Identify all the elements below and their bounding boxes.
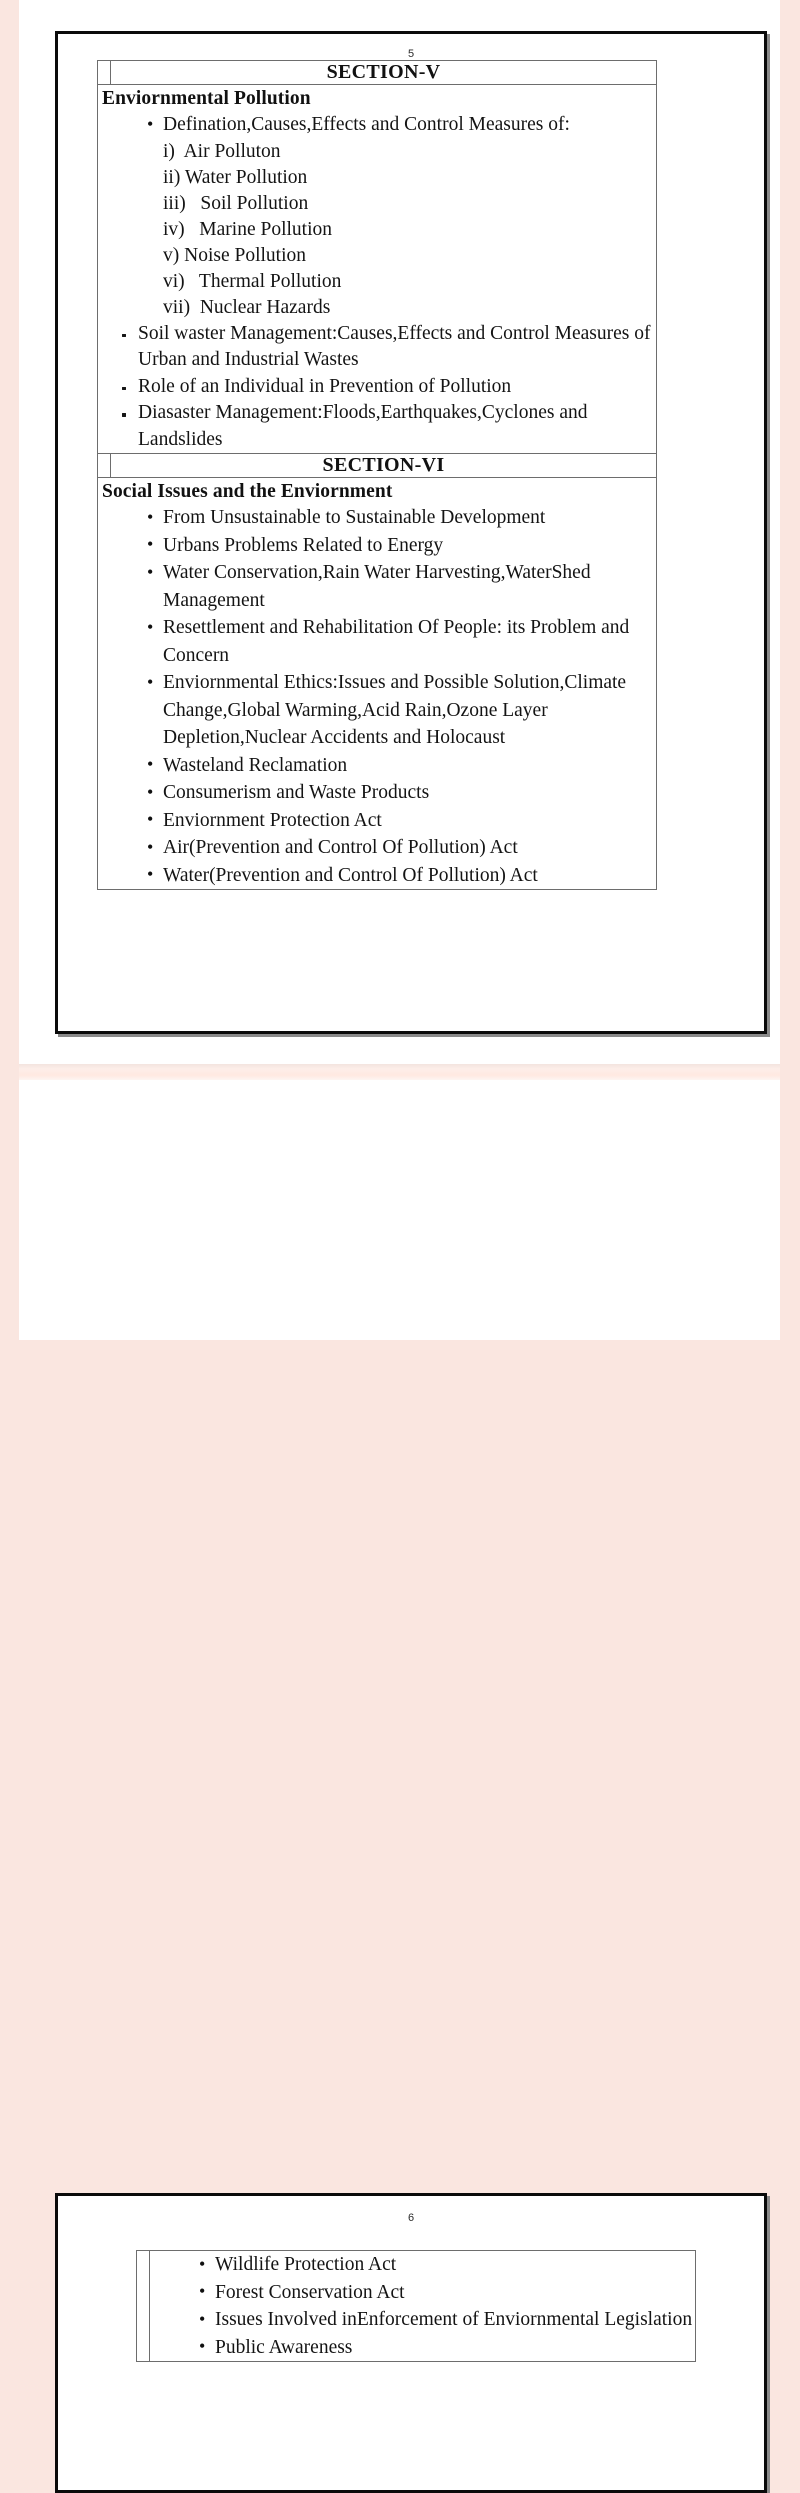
group-title-enviornmental-pollution: Enviornmental Pollution <box>102 88 311 109</box>
table-row-section-v-header <box>98 61 657 85</box>
page-number-5: 5 <box>407 48 415 60</box>
table-row-section-vi-header <box>98 454 657 478</box>
scanned-sheet-page-6 <box>19 1080 780 2358</box>
section-header-v: SECTION-V <box>111 61 657 85</box>
list-item: • Wasteland Reclamation <box>147 752 656 780</box>
list-item-text: Defination,Causes,Effects and Control Measures of: <box>163 114 570 135</box>
list-item: • Resettlement and Rehabilitation Of People: its Problem and Concern <box>147 614 656 669</box>
scanned-sheet-page-5 <box>19 0 780 1064</box>
list-item: • From Unsustainable to Sustainable Development <box>147 504 656 532</box>
list-item: • Public Awareness <box>199 2334 695 2362</box>
list-item: • Air(Prevention and Control Of Pollution) Act <box>147 834 656 862</box>
list-item <box>147 111 656 321</box>
page-6-content-cell <box>150 2251 696 2362</box>
gutter-cell <box>137 2251 150 2362</box>
list-item: • Consumerism and Waste Products <box>147 779 656 807</box>
section-vi-content-cell <box>98 478 657 890</box>
table-row-section-v-body <box>98 85 657 454</box>
section-header-vi: SECTION-VI <box>111 454 657 478</box>
list-item: • Water Conservation,Rain Water Harvesting,WaterShed Management <box>147 559 656 614</box>
table-row-section-vi-body <box>98 478 657 890</box>
round-bullet-list-section-v <box>98 111 656 321</box>
gutter-cell <box>98 61 111 85</box>
list-item: • Enviornmental Ethics:Issues and Possible Solution,Climate Change,Global Warming,Acid Rain,Ozone Layer Depletion,Nuclear Accidents and Holocaust <box>147 669 656 752</box>
syllabus-table-page-6 <box>136 2250 696 2362</box>
list-item: ii) Water Pollution <box>163 166 308 188</box>
list-item: iii) Soil Pollution <box>163 192 309 214</box>
list-item: Soil waster Management:Causes,Effects and Control Measures of Urban and Industrial Wastes <box>117 321 656 374</box>
round-bullet-list-page-6 <box>150 2251 695 2361</box>
list-item: • Forest Conservation Act <box>199 2279 695 2307</box>
list-item: iv) Marine Pollution <box>163 218 332 240</box>
list-item: v) Noise Pollution <box>163 244 307 266</box>
group-title-social-issues: Social Issues and the Enviornment <box>102 481 393 502</box>
page-number-6: 6 <box>407 2212 415 2224</box>
roman-numeral-list <box>163 139 656 321</box>
list-item: • Enviornment Protection Act <box>147 807 656 835</box>
table-row-continued-body <box>137 2251 696 2362</box>
gutter-cell <box>98 454 111 478</box>
round-bullet-list-section-vi <box>98 504 656 889</box>
dot-bullet-list-section-v <box>98 321 656 454</box>
list-item: vii) Nuclear Hazards <box>163 296 331 318</box>
list-item: Diasaster Management:Floods,Earthquakes,Cyclones and Landslides <box>117 400 656 453</box>
list-item: • Issues Involved inEnforcement of Enviornmental Legislation <box>199 2306 695 2334</box>
list-item: i) Air Polluton <box>163 140 281 162</box>
syllabus-table-page-5 <box>97 60 657 890</box>
list-item: • Wildlife Protection Act <box>199 2251 695 2279</box>
page-border-frame-6 <box>55 2193 767 2493</box>
sheet-separator-gap <box>19 1064 780 1080</box>
list-item: • Urbans Problems Related to Energy <box>147 532 656 560</box>
list-item: • Water(Prevention and Control Of Pollution) Act <box>147 862 656 890</box>
section-v-content-cell <box>98 85 657 454</box>
list-item: Role of an Individual in Prevention of Pollution <box>117 374 656 401</box>
list-item: vi) Thermal Pollution <box>163 270 342 292</box>
